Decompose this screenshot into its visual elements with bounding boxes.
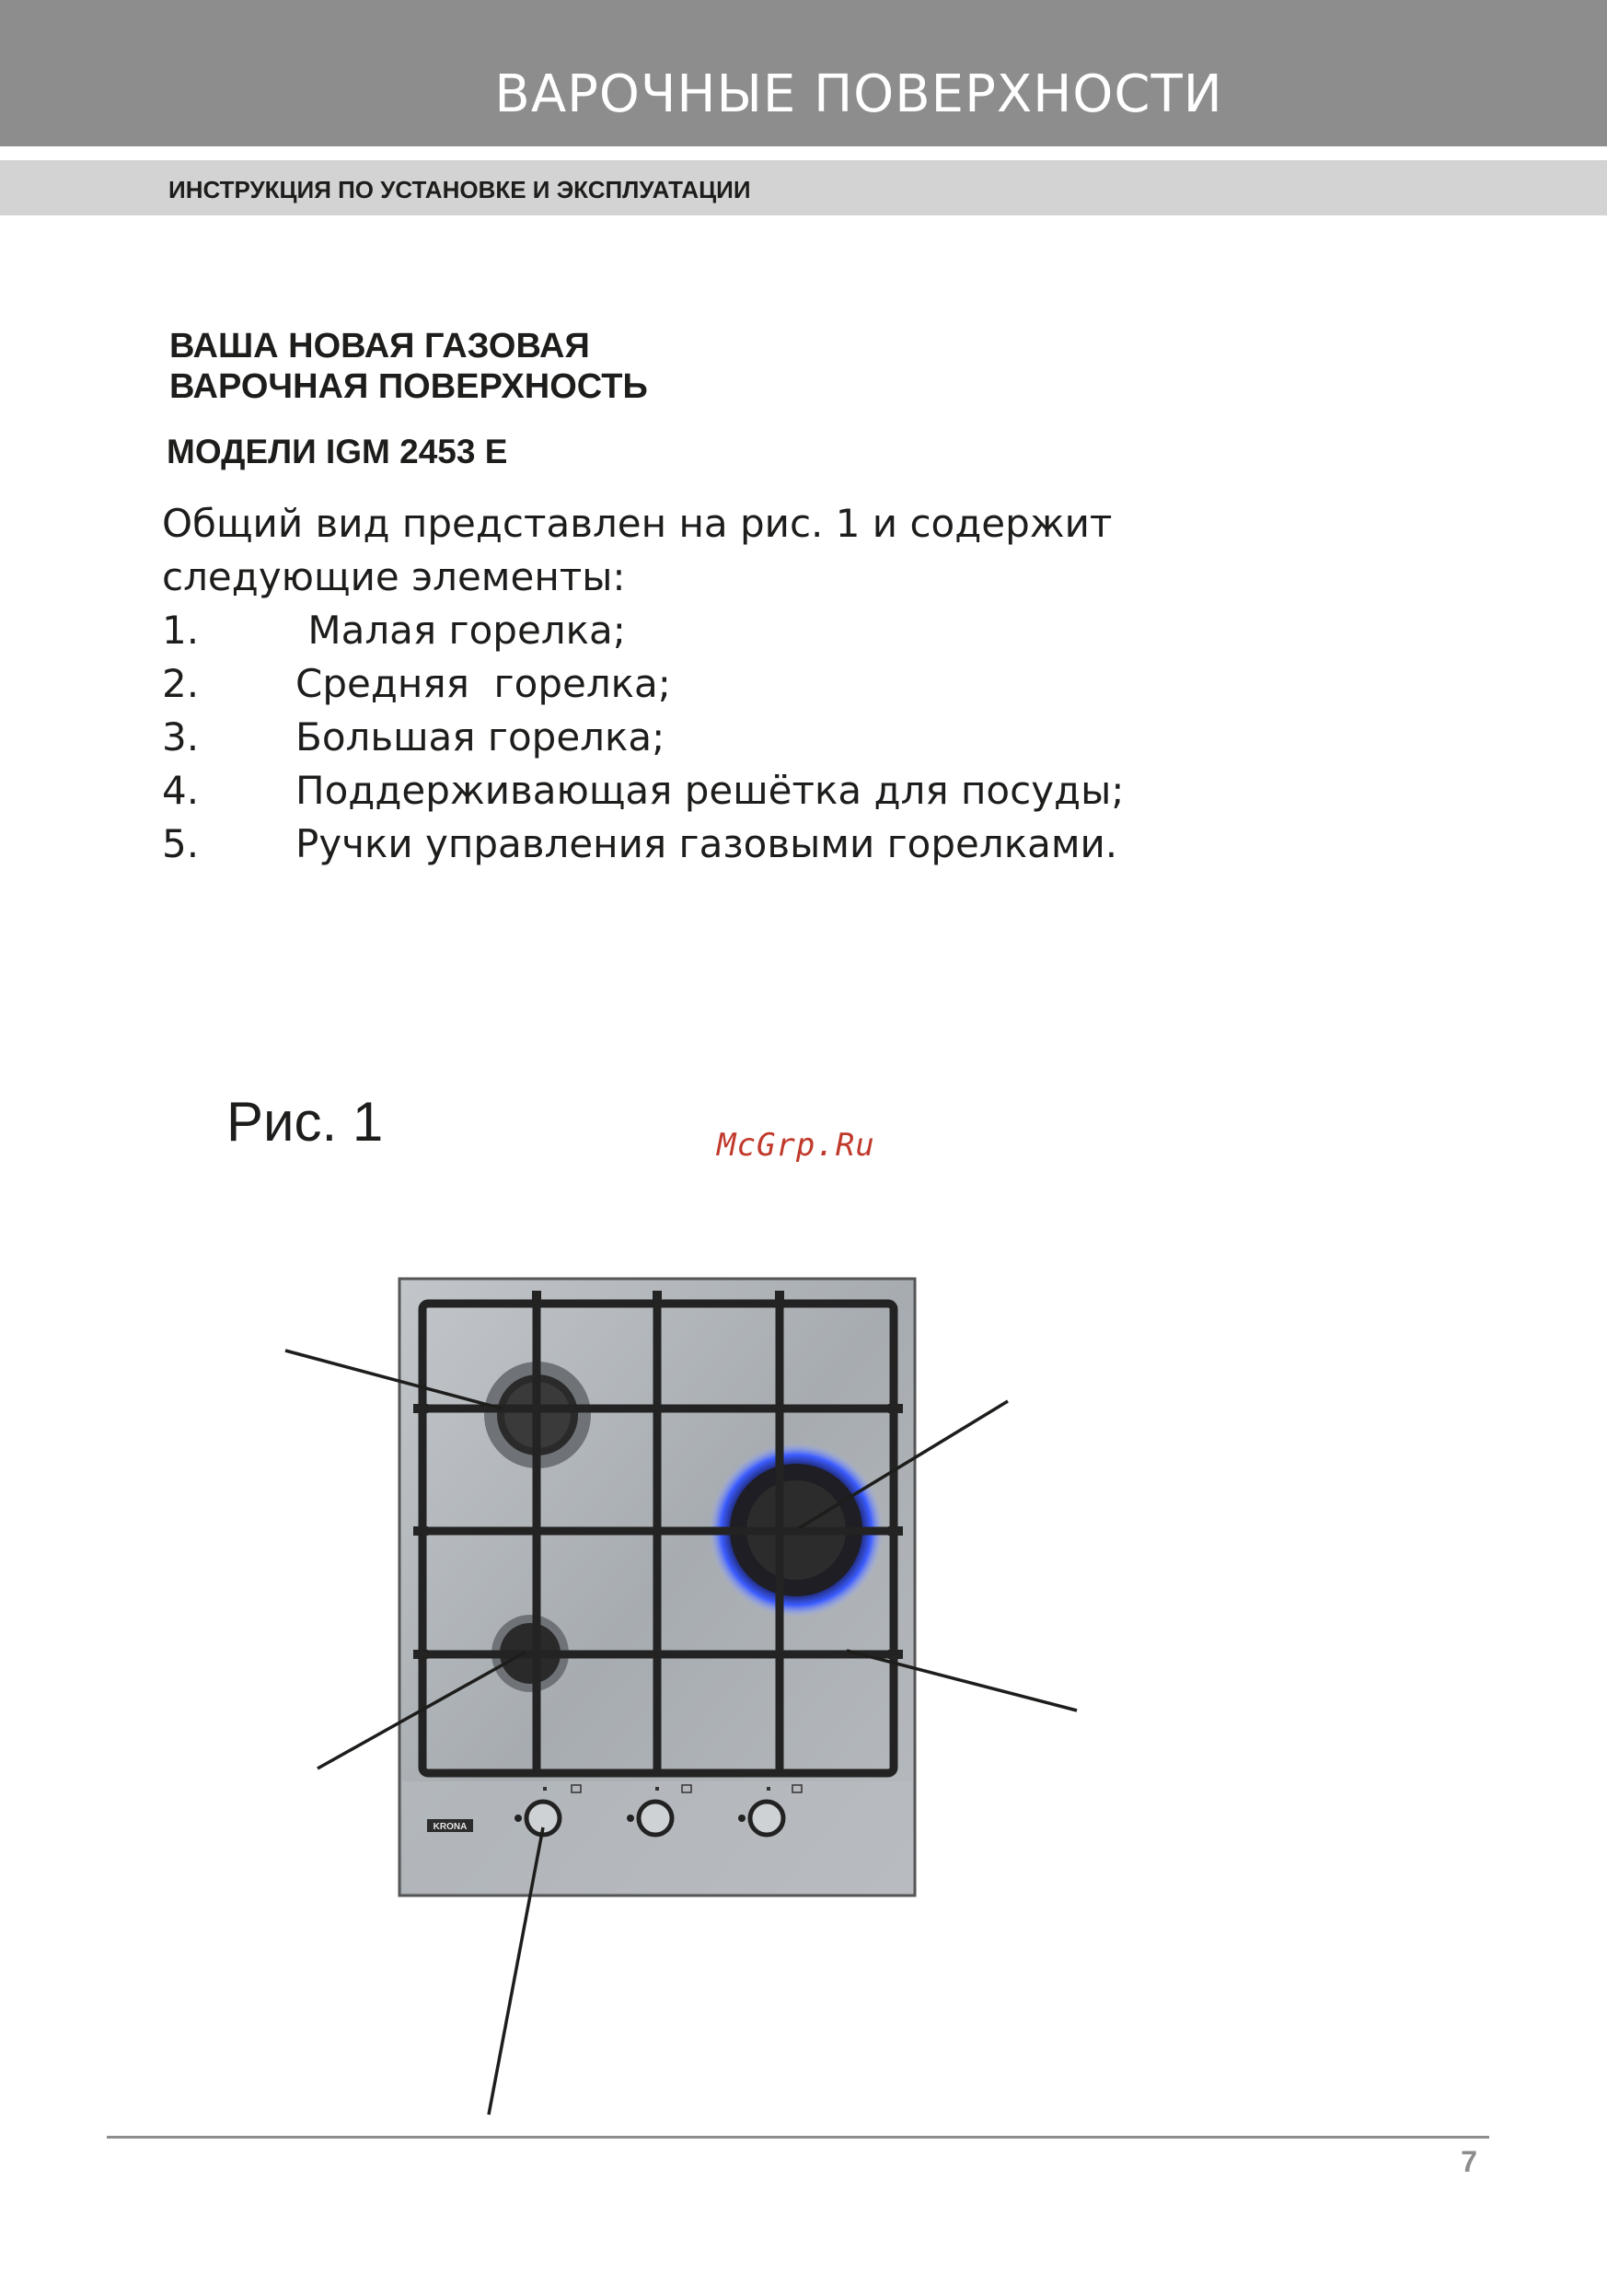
list-item-text: Ручки управления газовыми горелками.	[295, 821, 1118, 866]
list-item-number: 3.	[162, 714, 200, 760]
list-item-number: 5.	[162, 821, 200, 866]
model-line: МОДЕЛИ IGM 2453 E	[167, 433, 508, 470]
section-heading-line-1: ВАША НОВАЯ ГАЗОВАЯ	[169, 327, 590, 365]
section-heading-line-2: ВАРОЧНАЯ ПОВЕРХНОСТЬ	[169, 367, 648, 406]
list-item-text: Средняя горелка;	[295, 661, 671, 706]
list-item-number: 1.	[162, 608, 200, 653]
footer-rule	[107, 2136, 1489, 2139]
page-title: ВАРОЧНЫЕ ПОВЕРХНОСТИ	[494, 64, 1223, 124]
control-panel	[402, 1781, 912, 1893]
page-number: 7	[1461, 2145, 1477, 2178]
list-item-number: 2.	[162, 661, 200, 706]
page-subtitle: ИНСТРУКЦИЯ ПО УСТАНОВКЕ И ЭКСПЛУАТАЦИИ	[168, 176, 751, 203]
watermark-text: McGrp.Ru	[717, 1127, 875, 1164]
list-item-text: Малая горелка;	[295, 608, 626, 653]
list-item-text: Большая горелка;	[295, 714, 665, 760]
brand-logo	[427, 1819, 473, 1832]
list-item-number: 4.	[162, 768, 200, 813]
intro-line-2: следующие элементы:	[162, 554, 626, 599]
figure-label: Рис. 1	[226, 1091, 384, 1153]
intro-line-1: Общий вид представлен на рис. 1 и содержит	[162, 501, 1113, 546]
svg-text:KRONA: KRONA	[433, 1822, 468, 1832]
list-item-text: Поддерживающая решётка для посуды;	[295, 768, 1125, 813]
